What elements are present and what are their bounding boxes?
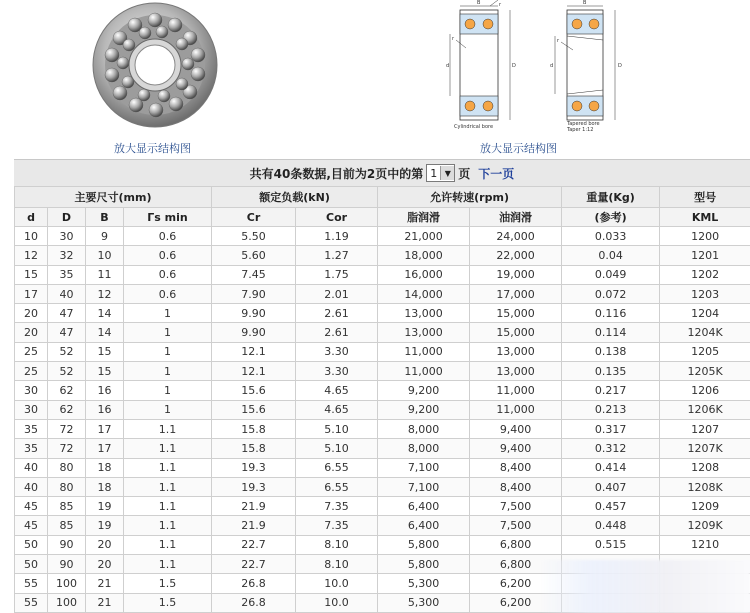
table-cell: 0.6 [124,227,212,246]
table-cell: 40 [15,477,48,496]
table-cell: 1206 [660,381,750,400]
table-cell: 1.1 [124,439,212,458]
label-B: B [477,0,481,6]
col-D: D [48,208,86,227]
table-cell: 6,400 [378,497,470,516]
table-cell: 6.55 [296,458,378,477]
table-cell: 12.1 [212,342,296,361]
table-cell: 1210 [660,535,750,554]
table-cell: 24,000 [470,227,562,246]
table-cell: 35 [48,265,86,284]
table-cell: 13,000 [378,323,470,342]
table-cell: 1.1 [124,419,212,438]
table-cell: 1200 [660,227,750,246]
table-cell: 1209K [660,516,750,535]
header-model: 型号 [660,187,750,208]
table-cell: 21,000 [378,227,470,246]
col-d: d [15,208,48,227]
table-cell: 20 [86,555,124,574]
header-weight: 重量(Kg) [562,187,660,208]
bearing-photo-image [90,0,220,135]
table-cell: 0.033 [562,227,660,246]
table-cell: 40 [15,458,48,477]
label-D: D [512,63,516,69]
table-cell: 7.35 [296,516,378,535]
bearing-spec-table [14,186,750,613]
table-cell: 0.04 [562,246,660,265]
label-r-2: r [499,2,502,8]
table-cell: 19,000 [470,265,562,284]
table-cell: 12 [15,246,48,265]
table-cell: 21 [86,593,124,612]
cylindrical-bore-drawing[interactable] [420,0,550,132]
table-cell: 14 [86,323,124,342]
table-cell: 1204 [660,304,750,323]
pagination-bar [14,159,750,187]
table-cell: 5.10 [296,419,378,438]
table-cell: 35 [15,419,48,438]
table-cell: 0.448 [562,516,660,535]
table-cell: 7,500 [470,516,562,535]
page-select[interactable] [426,164,455,182]
table-cell: 5.10 [296,439,378,458]
table-cell: 47 [48,304,86,323]
table-cell: 3.30 [296,342,378,361]
table-cell: 0.135 [562,362,660,381]
pagination-suffix: 页 [458,166,471,181]
table-cell: 21.9 [212,497,296,516]
table-cell: 1.1 [124,516,212,535]
table-cell: 21.9 [212,516,296,535]
table-cell: 8,400 [470,458,562,477]
table-cell: 1.27 [296,246,378,265]
table-row [15,246,750,265]
table-row [15,535,750,554]
table-row [15,497,750,516]
table-cell: 20 [15,304,48,323]
table-cell: 1207K [660,439,750,458]
table-cell: 1 [124,362,212,381]
table-cell: 11 [86,265,124,284]
tapered-bore-diagram [545,0,675,132]
table-cell: 7,100 [378,458,470,477]
table-cell: 72 [48,439,86,458]
table-cell: 52 [48,342,86,361]
table-cell: 20 [86,535,124,554]
table-cell: 10.0 [296,574,378,593]
table-cell: 19.3 [212,458,296,477]
table-cell: 80 [48,477,86,496]
table-row [15,516,750,535]
col-cr: Cr [212,208,296,227]
table-cell: 3.30 [296,362,378,381]
table-cell: 1203 [660,284,750,303]
tapered-bore-drawing[interactable] [545,0,675,132]
table-cell: 15.6 [212,381,296,400]
table-cell: 9,200 [378,400,470,419]
table-cell: 0.407 [562,477,660,496]
table-cell: 15,000 [470,323,562,342]
table-cell: 11,000 [378,362,470,381]
table-row [15,304,750,323]
table-cell: 30 [15,400,48,419]
table-cell: 50 [15,535,48,554]
table-cell: 8.10 [296,555,378,574]
table-row [15,477,750,496]
label-tapered-bore: Tapered bore [567,121,600,127]
table-cell: 1201 [660,246,750,265]
header-images [0,0,750,158]
table-cell: 19 [86,497,124,516]
table-cell: 0.457 [562,497,660,516]
table-cell: 2.01 [296,284,378,303]
col-rs-min: Γs min [124,208,212,227]
table-cell: 8.10 [296,535,378,554]
table-cell: 2.61 [296,323,378,342]
table-cell: 25 [15,342,48,361]
table-cell: 0.072 [562,284,660,303]
table-cell: 1.19 [296,227,378,246]
table-cell: 12.1 [212,362,296,381]
table-cell: 7,500 [470,497,562,516]
table-cell: 5,300 [378,574,470,593]
table-cell: 1.1 [124,555,212,574]
table-cell: 1208 [660,458,750,477]
table-cell: 7.90 [212,284,296,303]
col-oil: 油润滑 [470,208,562,227]
table-cell: 55 [15,593,48,612]
table-cell: 32 [48,246,86,265]
table-cell: 1.1 [124,535,212,554]
header-main-dimensions: 主要尺寸(mm) [15,187,212,208]
table-cell: 90 [48,555,86,574]
table-cell: 26.8 [212,593,296,612]
table-cell: 18 [86,477,124,496]
table-cell: 1 [124,400,212,419]
table-cell: 6,800 [470,555,562,574]
bearing-photo[interactable] [90,0,220,135]
table-cell: 14 [86,304,124,323]
table-cell: 1205K [660,362,750,381]
table-cell: 50 [15,555,48,574]
table-cell: 8,000 [378,419,470,438]
header-speed: 允许转速(rpm) [378,187,562,208]
table-cell: 13,000 [378,304,470,323]
table-cell: 30 [15,381,48,400]
table-cell: 85 [48,516,86,535]
table-cell: 5,800 [378,555,470,574]
table-cell: 9.90 [212,323,296,342]
table-cell: 9,400 [470,419,562,438]
table-cell: 1 [124,342,212,361]
table-cell: 6,200 [470,574,562,593]
table-cell: 100 [48,593,86,612]
table-cell: 13,000 [470,342,562,361]
table-cell: 15.8 [212,419,296,438]
table-cell: 7.45 [212,265,296,284]
table-cell: 8,400 [470,477,562,496]
table-cell: 22,000 [470,246,562,265]
label-taper-ratio: Taper 1:12 [567,127,594,132]
table-cell: 10 [15,227,48,246]
table-cell: 5,300 [378,593,470,612]
table-cell: 0.116 [562,304,660,323]
table-cell: 17 [86,419,124,438]
table-cell: 18 [86,458,124,477]
table-cell: 1205 [660,342,750,361]
table-cell: 1.75 [296,265,378,284]
table-cell: 0.515 [562,535,660,554]
table-cell: 1209 [660,497,750,516]
table-cell: 6.55 [296,477,378,496]
table-cell: 1208K [660,477,750,496]
table-cell: 52 [48,362,86,381]
table-row [15,227,750,246]
table-cell: 22.7 [212,555,296,574]
table-cell: 21 [86,574,124,593]
table-cell: 55 [15,574,48,593]
table-cell: 16 [86,381,124,400]
table-cell: 0.6 [124,284,212,303]
label-d: d [446,63,450,69]
table-cell: 0.213 [562,400,660,419]
table-cell: 10 [86,246,124,265]
table-cell: 15 [15,265,48,284]
cylindrical-bore-diagram [420,0,550,132]
table-row [15,362,750,381]
table-cell: 0.6 [124,265,212,284]
table-cell: 14,000 [378,284,470,303]
table-row [15,400,750,419]
next-page-link[interactable]: 下一页 [478,166,515,181]
table-cell: 5.60 [212,246,296,265]
col-grease: 脂润滑 [378,208,470,227]
table-cell: 62 [48,381,86,400]
table-cell: 2.61 [296,304,378,323]
table-cell: 6,800 [470,535,562,554]
table-cell: 45 [15,497,48,516]
table-row [15,458,750,477]
table-row [15,439,750,458]
table-cell: 47 [48,323,86,342]
table-cell: 17 [86,439,124,458]
table-cell: 0.138 [562,342,660,361]
table-row [15,381,750,400]
col-cor: Cor [296,208,378,227]
table-cell: 22.7 [212,535,296,554]
table-cell: 15,000 [470,304,562,323]
table-cell: 85 [48,497,86,516]
label-D-b: D [618,63,622,69]
pagination-text: 共有40条数据,目前为2页中的第 [249,166,424,181]
table-cell: 90 [48,535,86,554]
table-cell: 20 [15,323,48,342]
label-cylindrical-bore: Cylindrical bore [454,124,494,130]
table-row [15,265,750,284]
table-cell: 1202 [660,265,750,284]
table-cell: 100 [48,574,86,593]
table-row [15,419,750,438]
table-cell: 5,800 [378,535,470,554]
table-cell: 10.0 [296,593,378,612]
table-cell: 13,000 [470,362,562,381]
table-cell: 1207 [660,419,750,438]
page-select-value: 1 [430,166,438,180]
label-d-b: d [550,63,554,69]
table-cell: 40 [48,284,86,303]
label-B-b: B [583,0,587,6]
table-cell: 0.414 [562,458,660,477]
table-cell: 8,000 [378,439,470,458]
table-cell: 16 [86,400,124,419]
table-cell: 35 [15,439,48,458]
table-cell: 11,000 [470,381,562,400]
table-row [15,284,750,303]
table-cell: 45 [15,516,48,535]
table-cell: 6,400 [378,516,470,535]
table-cell: 0.114 [562,323,660,342]
table-cell: 9 [86,227,124,246]
table-cell: 80 [48,458,86,477]
table-cell: 1.5 [124,593,212,612]
table-cell: 1 [124,323,212,342]
table-cell: 9.90 [212,304,296,323]
table-cell: 1 [124,381,212,400]
table-cell: 17,000 [470,284,562,303]
table-cell: 11,000 [470,400,562,419]
table-cell: 72 [48,419,86,438]
table-row [15,323,750,342]
table-cell: 0.312 [562,439,660,458]
table-cell: 6,200 [470,593,562,612]
table-cell: 62 [48,400,86,419]
table-cell: 4.65 [296,381,378,400]
table-cell: 1204K [660,323,750,342]
table-row [15,342,750,361]
table-cell: 9,400 [470,439,562,458]
table-cell: 19.3 [212,477,296,496]
caption-left[interactable]: 放大显示结构图 [114,142,191,155]
table-cell: 15.8 [212,439,296,458]
table-cell: 26.8 [212,574,296,593]
col-kml: KML [660,208,750,227]
table-cell: 1.1 [124,497,212,516]
table-cell: 4.65 [296,400,378,419]
table-cell: 7.35 [296,497,378,516]
table-cell: 15 [86,342,124,361]
table-cell: 15.6 [212,400,296,419]
label-r-1: r [452,36,455,42]
table-cell: 0.049 [562,265,660,284]
table-cell: 5.50 [212,227,296,246]
table-cell: 9,200 [378,381,470,400]
table-cell: 11,000 [378,342,470,361]
col-B: B [86,208,124,227]
table-cell: 12 [86,284,124,303]
table-cell: 1.1 [124,458,212,477]
header-rated-load: 额定负载(kN) [212,187,378,208]
table-cell: 30 [48,227,86,246]
chevron-down-icon[interactable]: ▼ [440,166,454,180]
table-cell: 1 [124,304,212,323]
caption-right[interactable]: 放大显示结构图 [480,142,557,155]
table-cell: 1.5 [124,574,212,593]
table-cell: 7,100 [378,477,470,496]
table-cell: 0.6 [124,246,212,265]
table-cell: 0.217 [562,381,660,400]
table-cell: 0.317 [562,419,660,438]
table-cell: 15 [86,362,124,381]
col-reference: (参考) [562,208,660,227]
table-cell: 16,000 [378,265,470,284]
table-cell: 1.1 [124,477,212,496]
table-cell: 1206K [660,400,750,419]
label-r-b: r [557,38,560,44]
watermark-blur [540,560,750,613]
table-cell: 19 [86,516,124,535]
table-cell: 17 [15,284,48,303]
table-cell: 18,000 [378,246,470,265]
table-cell: 25 [15,362,48,381]
